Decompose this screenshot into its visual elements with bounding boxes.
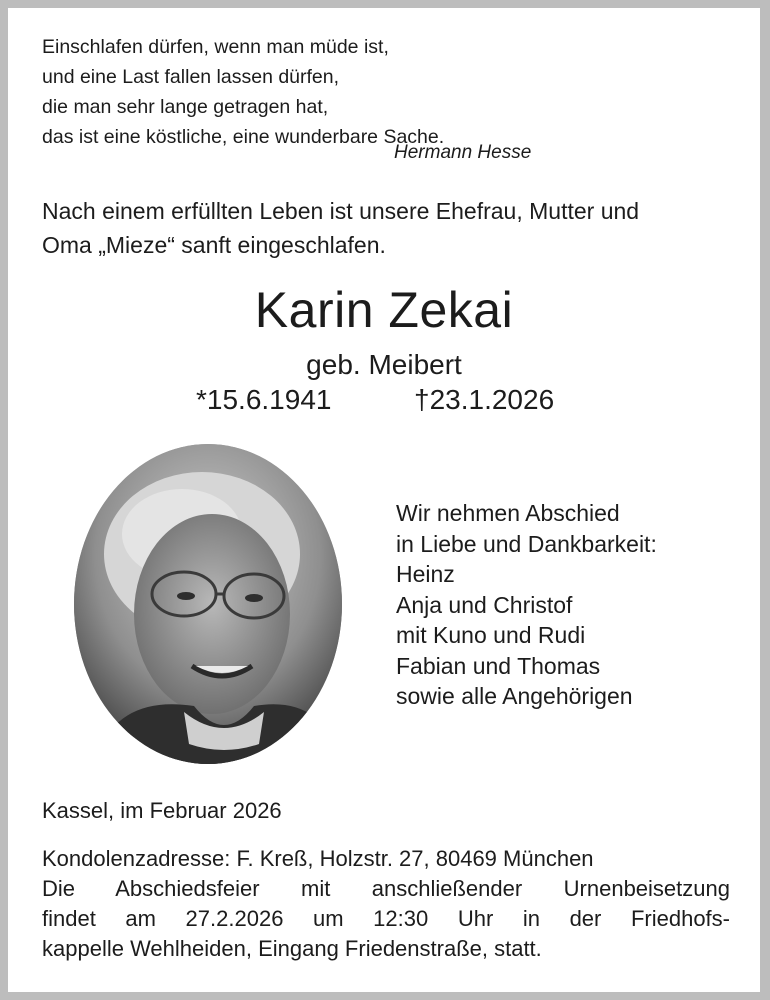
mourner-line: mit Kuno und Rudi [396,622,586,648]
ceremony-info [42,874,730,964]
condolence-address: Kondolenzadresse: F. Kreß, Holzstr. 27, 80469 München [42,846,594,871]
poem-author: Hermann Hesse [394,142,532,163]
ceremony-line: Die Abschiedsfeier mit anschließender Urnenbeisetzung [42,876,730,901]
poem-line: die man sehr lange getragen hat, [42,96,329,118]
obituary-card [8,8,760,992]
poem [42,32,602,152]
mourner-line: Wir nehmen Abschied [396,500,620,526]
intro-text [42,194,742,262]
mourner-line: Anja und Christof [396,591,573,618]
place-date: Kassel, im Februar 2026 [42,798,282,823]
ceremony-line: findet am 27.2.2026 um 12:30 Uhr in der Friedhofs- [42,906,730,931]
death-date: †23.1.2026 [414,384,555,415]
birth-date: *15.6.1941 [196,384,332,415]
deceased-name: Karin Zekai [254,282,514,338]
mourner-line: in Liebe und Dankbarkeit: [396,530,657,557]
maiden-name: geb. Meibert [306,349,462,380]
mourner-line: Heinz [396,561,455,587]
poem-line: und eine Last fallen lassen dürfen, [42,66,340,88]
ceremony-line: kappelle Wehlheiden, Eingang Friedenstraße, statt. [42,936,542,961]
mourner-line: Fabian und Thomas [396,652,601,679]
intro-line: Nach einem erfüllten Leben ist unsere Ehefrau, Mutter und [42,198,640,224]
mourners-list [396,498,657,712]
poem-line: das ist eine köstliche, eine wunderbare Sache. [42,126,445,148]
portrait-photo [74,444,342,764]
intro-line: Oma „Mieze“ sanft eingeschlafen. [42,232,386,258]
poem-line: Einschlafen dürfen, wenn man müde ist, [42,36,389,58]
portrait-icon [74,444,342,764]
mourner-line: sowie alle Angehörigen [396,683,633,709]
